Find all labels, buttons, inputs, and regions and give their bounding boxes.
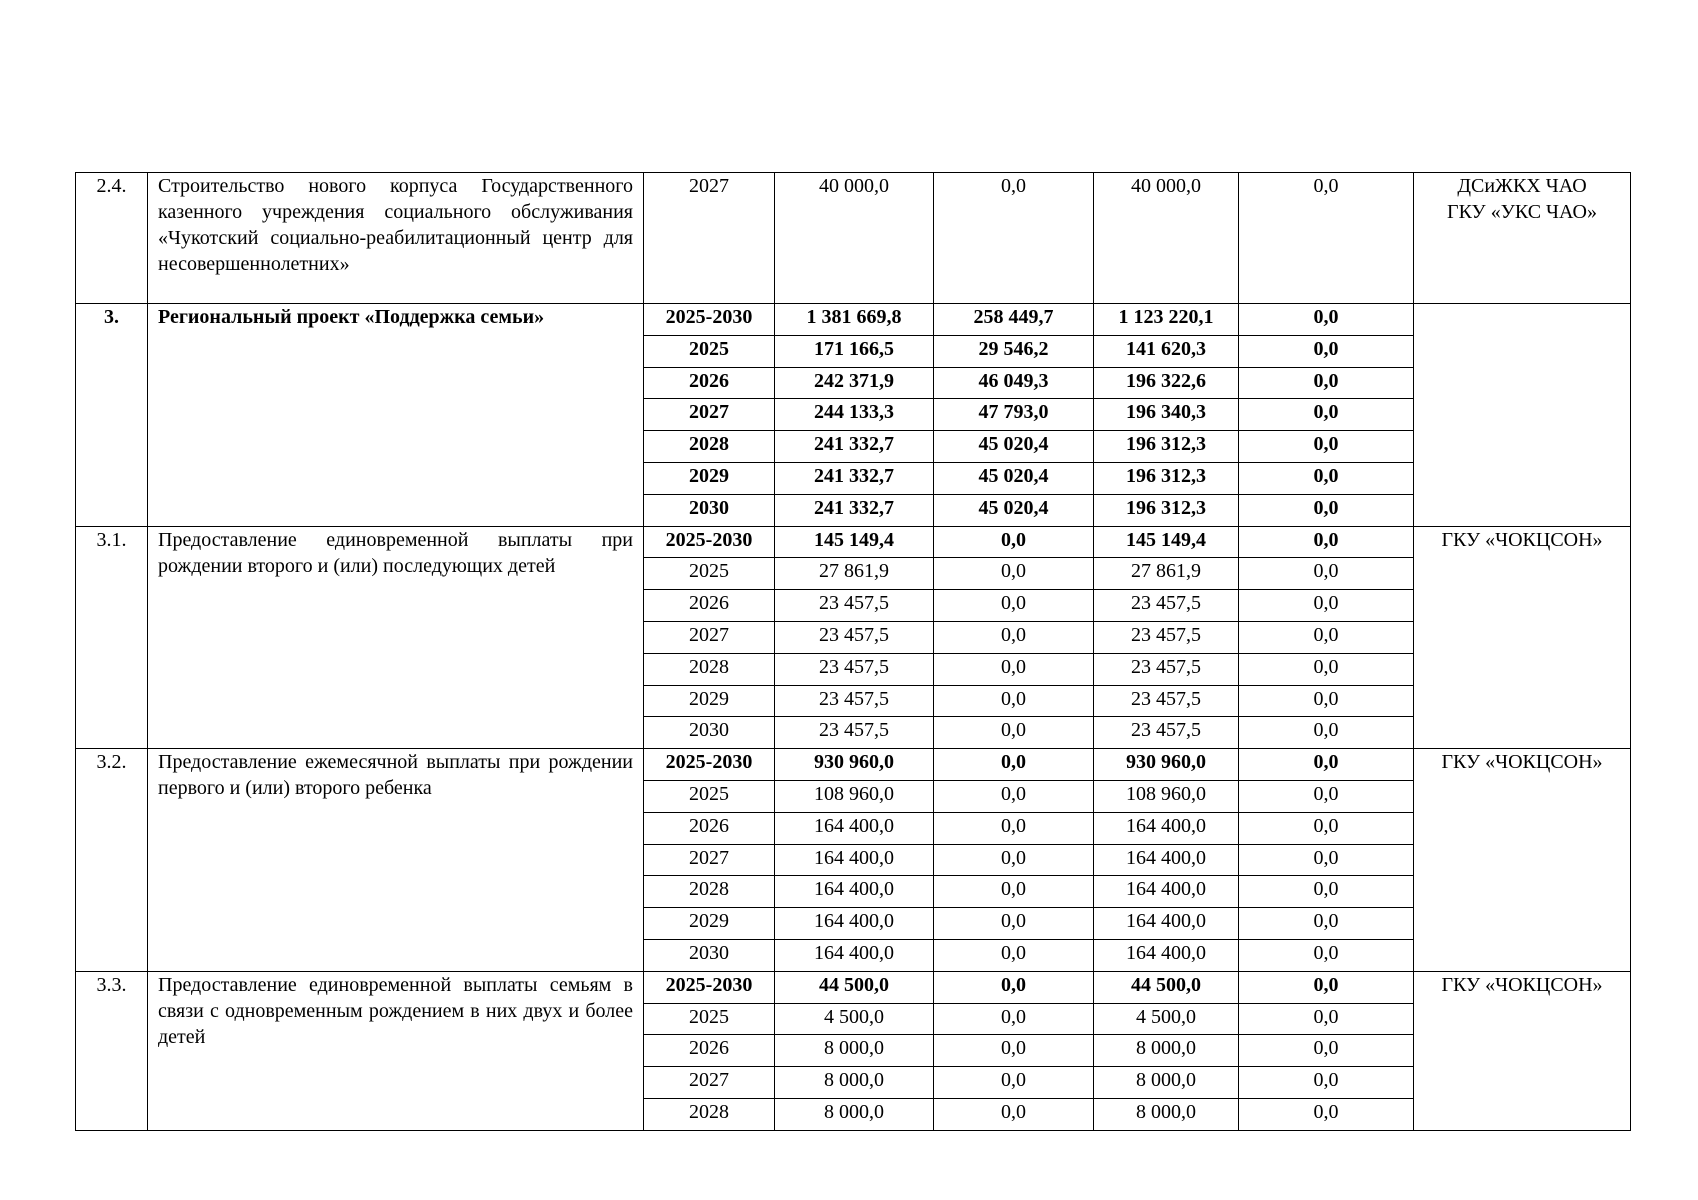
federal-cell: 0,0: [934, 1067, 1094, 1099]
federal-cell: 0,0: [934, 685, 1094, 717]
other-cell: 0,0: [1239, 335, 1414, 367]
other-cell: 0,0: [1239, 1098, 1414, 1130]
table-row: [76, 173, 1631, 304]
responsible-executor: [1414, 173, 1631, 304]
table-row: [76, 304, 1631, 336]
period-cell: 2028: [644, 653, 775, 685]
federal-cell: 0,0: [934, 653, 1094, 685]
regional-cell: 164 400,0: [1094, 876, 1239, 908]
federal-cell: 0,0: [934, 590, 1094, 622]
federal-cell: 29 546,2: [934, 335, 1094, 367]
federal-cell: 0,0: [934, 971, 1094, 1003]
other-cell: 0,0: [1239, 1067, 1414, 1099]
period-cell: 2025-2030: [644, 304, 775, 336]
total-cell: 4 500,0: [775, 1003, 934, 1035]
period-cell: 2026: [644, 1035, 775, 1067]
regional-cell: 23 457,5: [1094, 717, 1239, 749]
period-cell: 2028: [644, 1098, 775, 1130]
period-cell: 2025: [644, 558, 775, 590]
period-cell: 2030: [644, 494, 775, 526]
total-cell: 23 457,5: [775, 717, 934, 749]
regional-cell: 8 000,0: [1094, 1098, 1239, 1130]
federal-cell: 0,0: [934, 780, 1094, 812]
responsible-line: ГКУ «ЧОКЦСОН»: [1441, 973, 1603, 996]
federal-cell: 0,0: [934, 939, 1094, 971]
regional-cell: 145 149,4: [1094, 526, 1239, 558]
regional-cell: 40 000,0: [1094, 173, 1239, 304]
period-cell: 2025-2030: [644, 526, 775, 558]
other-cell: 0,0: [1239, 399, 1414, 431]
other-cell: 0,0: [1239, 876, 1414, 908]
period-cell: 2030: [644, 717, 775, 749]
other-cell: 0,0: [1239, 780, 1414, 812]
total-cell: 241 332,7: [775, 431, 934, 463]
total-cell: 164 400,0: [775, 939, 934, 971]
total-cell: 242 371,9: [775, 367, 934, 399]
regional-cell: 8 000,0: [1094, 1067, 1239, 1099]
federal-cell: 0,0: [934, 173, 1094, 304]
other-cell: 0,0: [1239, 717, 1414, 749]
total-cell: 27 861,9: [775, 558, 934, 590]
period-cell: 2027: [644, 399, 775, 431]
period-cell: 2025-2030: [644, 971, 775, 1003]
total-cell: 164 400,0: [775, 876, 934, 908]
responsible-executor: [1414, 526, 1631, 749]
measure-name: Предоставление ежемесячной выплаты при рождении первого и (или) второго ребенка: [148, 749, 644, 972]
other-cell: 0,0: [1239, 685, 1414, 717]
federal-cell: 0,0: [934, 717, 1094, 749]
period-cell: 2026: [644, 367, 775, 399]
period-cell: 2027: [644, 844, 775, 876]
total-cell: 241 332,7: [775, 494, 934, 526]
other-cell: 0,0: [1239, 304, 1414, 336]
other-cell: 0,0: [1239, 844, 1414, 876]
other-cell: 0,0: [1239, 462, 1414, 494]
period-cell: 2027: [644, 621, 775, 653]
period-cell: 2025: [644, 780, 775, 812]
responsible-line: ГКУ «ЧОКЦСОН»: [1441, 528, 1603, 551]
period-cell: 2029: [644, 908, 775, 940]
total-cell: 108 960,0: [775, 780, 934, 812]
total-cell: 8 000,0: [775, 1067, 934, 1099]
regional-cell: 23 457,5: [1094, 590, 1239, 622]
regional-cell: 44 500,0: [1094, 971, 1239, 1003]
period-cell: 2029: [644, 462, 775, 494]
responsible-line: ГКУ «ЧОКЦСОН»: [1441, 751, 1603, 774]
federal-cell: 0,0: [934, 1098, 1094, 1130]
other-cell: 0,0: [1239, 558, 1414, 590]
responsible-executor: [1414, 304, 1631, 527]
row-number: 3.: [76, 304, 148, 527]
federal-cell: 0,0: [934, 812, 1094, 844]
other-cell: 0,0: [1239, 590, 1414, 622]
total-cell: 244 133,3: [775, 399, 934, 431]
federal-cell: 0,0: [934, 558, 1094, 590]
regional-cell: 164 400,0: [1094, 908, 1239, 940]
other-cell: 0,0: [1239, 749, 1414, 781]
measure-name: Строительство нового корпуса Государственного казенного учреждения социального обслуживания «Чукотский социально-реабилитационный центр для несовершеннолетних»: [148, 173, 644, 304]
total-cell: 145 149,4: [775, 526, 934, 558]
other-cell: 0,0: [1239, 367, 1414, 399]
other-cell: 0,0: [1239, 526, 1414, 558]
other-cell: 0,0: [1239, 1035, 1414, 1067]
period-cell: 2025: [644, 1003, 775, 1035]
federal-cell: 46 049,3: [934, 367, 1094, 399]
federal-cell: 0,0: [934, 1003, 1094, 1035]
total-cell: 8 000,0: [775, 1098, 934, 1130]
federal-cell: 0,0: [934, 876, 1094, 908]
row-number: 3.1.: [76, 526, 148, 749]
row-number: 3.2.: [76, 749, 148, 972]
regional-cell: 23 457,5: [1094, 685, 1239, 717]
regional-cell: 164 400,0: [1094, 812, 1239, 844]
table-row: [76, 971, 1631, 1003]
other-cell: 0,0: [1239, 431, 1414, 463]
other-cell: 0,0: [1239, 812, 1414, 844]
period-cell: 2026: [644, 590, 775, 622]
regional-cell: 196 312,3: [1094, 431, 1239, 463]
total-cell: 8 000,0: [775, 1035, 934, 1067]
regional-cell: 930 960,0: [1094, 749, 1239, 781]
federal-cell: 45 020,4: [934, 462, 1094, 494]
period-cell: 2028: [644, 876, 775, 908]
other-cell: 0,0: [1239, 939, 1414, 971]
other-cell: 0,0: [1239, 653, 1414, 685]
other-cell: 0,0: [1239, 971, 1414, 1003]
federal-cell: 0,0: [934, 844, 1094, 876]
regional-cell: 27 861,9: [1094, 558, 1239, 590]
federal-cell: 0,0: [934, 908, 1094, 940]
regional-cell: 196 312,3: [1094, 494, 1239, 526]
regional-cell: 164 400,0: [1094, 939, 1239, 971]
regional-cell: 196 322,6: [1094, 367, 1239, 399]
total-cell: 23 457,5: [775, 653, 934, 685]
regional-cell: 164 400,0: [1094, 844, 1239, 876]
regional-cell: 141 620,3: [1094, 335, 1239, 367]
responsible-line: ДСиЖКХ ЧАО: [1457, 175, 1587, 197]
responsible-executor: [1414, 749, 1631, 972]
responsible-executor: [1414, 971, 1631, 1130]
regional-cell: 23 457,5: [1094, 621, 1239, 653]
other-cell: 0,0: [1239, 908, 1414, 940]
table-body: [76, 173, 1631, 1131]
measure-name: Региональный проект «Поддержка семьи»: [148, 304, 644, 527]
period-cell: 2025-2030: [644, 749, 775, 781]
budget-table: [75, 172, 1631, 1131]
federal-cell: 0,0: [934, 1035, 1094, 1067]
federal-cell: 45 020,4: [934, 431, 1094, 463]
total-cell: 40 000,0: [775, 173, 934, 304]
table-row: [76, 526, 1631, 558]
row-number: 2.4.: [76, 173, 148, 304]
total-cell: 44 500,0: [775, 971, 934, 1003]
total-cell: 164 400,0: [775, 844, 934, 876]
period-cell: 2027: [644, 1067, 775, 1099]
total-cell: 171 166,5: [775, 335, 934, 367]
regional-cell: 23 457,5: [1094, 653, 1239, 685]
period-cell: 2028: [644, 431, 775, 463]
federal-cell: 258 449,7: [934, 304, 1094, 336]
period-cell: 2026: [644, 812, 775, 844]
total-cell: 164 400,0: [775, 812, 934, 844]
period-cell: 2027: [644, 173, 775, 304]
other-cell: 0,0: [1239, 494, 1414, 526]
regional-cell: 8 000,0: [1094, 1035, 1239, 1067]
total-cell: 23 457,5: [775, 590, 934, 622]
federal-cell: 47 793,0: [934, 399, 1094, 431]
federal-cell: 0,0: [934, 526, 1094, 558]
federal-cell: 0,0: [934, 749, 1094, 781]
row-number: 3.3.: [76, 971, 148, 1130]
regional-cell: 196 312,3: [1094, 462, 1239, 494]
federal-cell: 0,0: [934, 621, 1094, 653]
regional-cell: 4 500,0: [1094, 1003, 1239, 1035]
regional-cell: 196 340,3: [1094, 399, 1239, 431]
period-cell: 2029: [644, 685, 775, 717]
measure-name: Предоставление единовременной выплаты при рождении второго и (или) последующих детей: [148, 526, 644, 749]
total-cell: 23 457,5: [775, 685, 934, 717]
other-cell: 0,0: [1239, 173, 1414, 304]
regional-cell: 108 960,0: [1094, 780, 1239, 812]
total-cell: 23 457,5: [775, 621, 934, 653]
other-cell: 0,0: [1239, 621, 1414, 653]
table-row: [76, 749, 1631, 781]
other-cell: 0,0: [1239, 1003, 1414, 1035]
period-cell: 2025: [644, 335, 775, 367]
total-cell: 164 400,0: [775, 908, 934, 940]
total-cell: 241 332,7: [775, 462, 934, 494]
period-cell: 2030: [644, 939, 775, 971]
responsible-line: ГКУ «УКС ЧАО»: [1447, 201, 1597, 223]
regional-cell: 1 123 220,1: [1094, 304, 1239, 336]
total-cell: 930 960,0: [775, 749, 934, 781]
measure-name: Предоставление единовременной выплаты семьям в связи с одновременным рождением в них двух и более детей: [148, 971, 644, 1130]
total-cell: 1 381 669,8: [775, 304, 934, 336]
federal-cell: 45 020,4: [934, 494, 1094, 526]
